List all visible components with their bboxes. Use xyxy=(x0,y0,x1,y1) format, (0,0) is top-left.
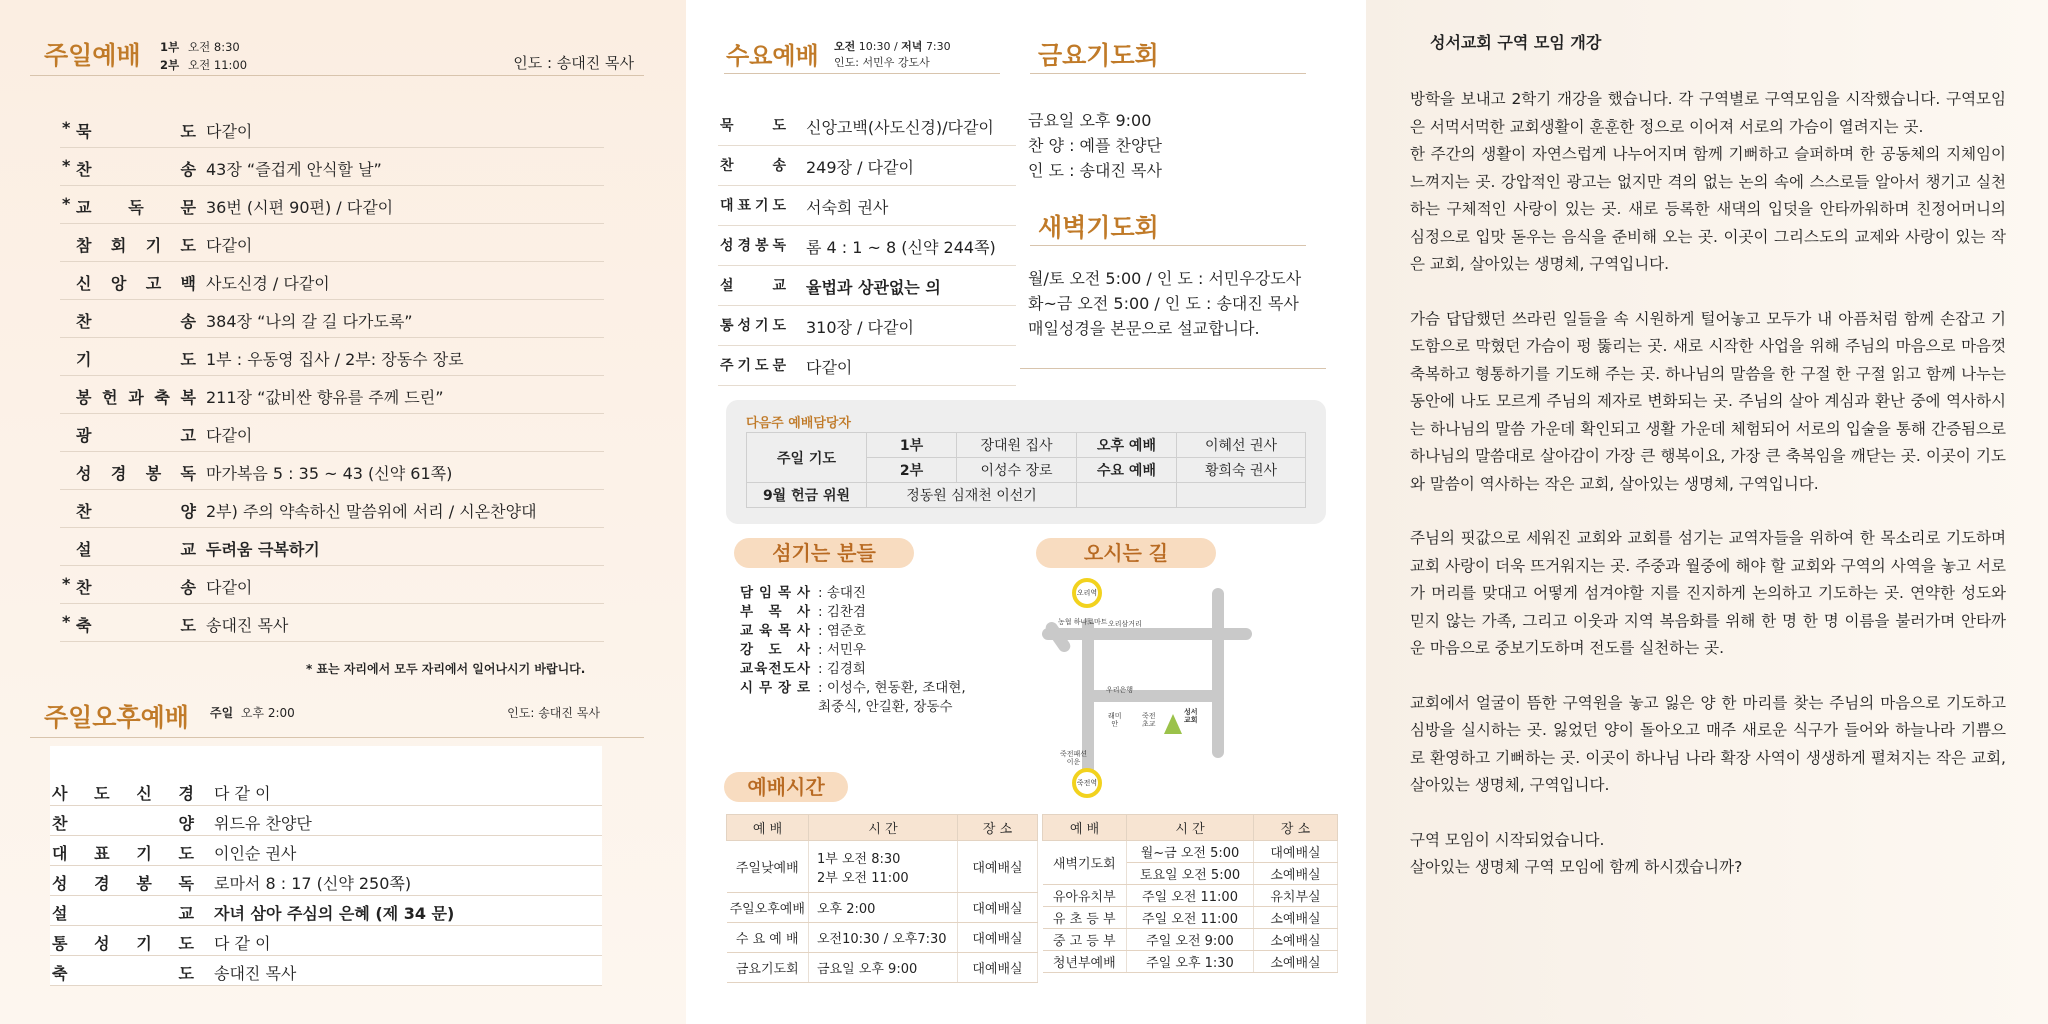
order-label xyxy=(720,115,786,135)
order-value: 로마서 8 : 17 (신약 250쪽) xyxy=(214,874,412,893)
order-label xyxy=(52,781,194,804)
label-char: 육 xyxy=(754,661,768,677)
woori-bank-label: 우리은행 xyxy=(1106,686,1134,694)
order-label xyxy=(76,537,196,560)
label-char: 사 xyxy=(796,661,810,677)
sunday-order-row xyxy=(60,262,604,300)
wednesday-order-row xyxy=(718,186,1016,226)
order-value: 이인순 권사 xyxy=(214,844,297,863)
order-label xyxy=(76,233,196,256)
standing-mark: * xyxy=(62,156,71,175)
label-char: 목 xyxy=(768,604,782,620)
church-tree-icon xyxy=(1164,714,1182,734)
afternoon-header xyxy=(30,694,644,738)
order-value: 위드유 찬양단 xyxy=(214,814,312,833)
servers-list xyxy=(740,584,966,717)
label-char: 앙 xyxy=(110,274,127,293)
label-char: 장 xyxy=(777,680,792,696)
order-label xyxy=(76,195,196,218)
sunday-order-row xyxy=(60,148,604,186)
sunday-order-row xyxy=(60,452,604,490)
label-char: 묵 xyxy=(720,118,734,134)
label-char: 표 xyxy=(94,844,110,863)
order-value: 다같이 xyxy=(206,122,253,141)
afternoon-order-row xyxy=(50,926,602,956)
schedule-row: 청년부예배 주일 오후 1:30 소예배실 xyxy=(1043,951,1338,973)
order-label xyxy=(76,385,196,408)
order-value: 자녀 삼아 주심의 은혜 (제 34 문) xyxy=(214,904,455,923)
schedule-row: 금요기도회 금요일 오후 9:00 대예배실 xyxy=(727,953,1038,983)
label-char: 기 xyxy=(136,844,152,863)
schedule-row: 유 초 등 부 주일 오전 11:00 소예배실 xyxy=(1043,907,1338,929)
standing-mark: * xyxy=(62,194,71,213)
schedule-table-left xyxy=(726,814,1038,983)
order-label xyxy=(76,461,196,484)
label-char: 목 xyxy=(777,623,792,639)
sunday-leader: 인도 : 송대진 목사 xyxy=(513,54,634,72)
label-char: 광 xyxy=(76,426,92,445)
servers-title: 섬기는 분들 xyxy=(734,538,914,568)
afternoon-blank-row xyxy=(50,746,602,776)
label-char: 교 xyxy=(772,278,786,294)
label-char: 기 xyxy=(145,236,162,255)
server-name: : 송대진 xyxy=(818,585,866,601)
label-char: 도 xyxy=(768,642,782,658)
order-label xyxy=(76,613,196,636)
order-value: 다같이 xyxy=(806,358,853,377)
server-role xyxy=(740,622,818,641)
server-name: : 서민우 xyxy=(818,642,866,658)
label-char: 대 xyxy=(52,844,68,863)
label-char: 송 xyxy=(180,578,196,597)
label-char: 문 xyxy=(180,198,196,217)
sunday-times: 1부 오전 8:30 2부 오전 11:00 xyxy=(160,40,248,72)
server-role xyxy=(740,641,818,660)
raemian-label: 래미 안 xyxy=(1108,712,1122,728)
standing-mark: * xyxy=(62,118,71,137)
schedule-row: 토요일 오전 5:00 소예배실 xyxy=(1043,863,1338,885)
order-value: 다 같 이 xyxy=(214,784,271,803)
label-char: 문 xyxy=(772,358,786,374)
label-char: 고 xyxy=(145,274,162,293)
order-label xyxy=(76,271,196,294)
label-char: 축 xyxy=(76,616,92,635)
order-label xyxy=(76,309,196,332)
label-char: 사 xyxy=(52,784,68,803)
server-name: : 염준호 xyxy=(818,623,866,639)
jukjeon-fashion-label: 죽전패션 이운 xyxy=(1060,750,1088,766)
label-char: 기 xyxy=(737,358,752,374)
order-label xyxy=(720,355,786,375)
server-role xyxy=(740,679,818,698)
label-char: 설 xyxy=(76,540,92,559)
label-char: 찬 xyxy=(720,158,734,174)
server-role xyxy=(740,603,818,622)
label-char: 육 xyxy=(758,623,773,639)
order-value: 36번 (시편 90편) / 다같이 xyxy=(206,198,394,217)
order-label xyxy=(76,499,196,522)
wednesday-title: 수요예배 xyxy=(726,42,819,70)
schedule-header-row: 예 배 시 간 장 소 xyxy=(727,815,1038,841)
label-char: 봉 xyxy=(145,464,162,483)
next-week-box xyxy=(726,400,1326,524)
label-char: 봉 xyxy=(136,874,152,893)
friday-title: 금요기도회 xyxy=(1038,41,1159,70)
label-char: 독 xyxy=(772,238,786,254)
article-body xyxy=(1394,86,2006,909)
label-char: 독 xyxy=(180,464,196,483)
label-char: 기 xyxy=(754,318,769,334)
afternoon-leader: 인도: 송대진 목사 xyxy=(507,706,600,720)
server-name: : 이성수, 현동환, 조대현, xyxy=(818,680,966,696)
sunday-order-row xyxy=(60,414,604,452)
sunday-order-row xyxy=(60,604,604,642)
map-road xyxy=(1082,618,1094,793)
sunday-order-row xyxy=(60,110,604,148)
server-row xyxy=(740,584,966,603)
church-label: 성서 교회 xyxy=(1184,708,1198,724)
wednesday-order-row xyxy=(718,306,1016,346)
label-char: 경 xyxy=(94,874,110,893)
label-char: 도 xyxy=(754,358,769,374)
afternoon-order-row xyxy=(50,806,602,836)
label-char: 백 xyxy=(180,274,196,293)
label-char: 성 xyxy=(737,318,752,334)
label-char: 표 xyxy=(737,198,752,214)
label-char: 사 xyxy=(796,604,810,620)
order-label xyxy=(720,235,786,255)
label-char: 사 xyxy=(796,585,810,601)
label-char: 도 xyxy=(94,784,110,803)
order-value: 마가복음 5 : 35 ~ 43 (신약 61쪽) xyxy=(206,464,453,483)
afternoon-order-row xyxy=(50,836,602,866)
order-value: 2부) 주의 약속하신 말씀위에 서리 / 시온찬양대 xyxy=(206,502,537,521)
label-char: 임 xyxy=(758,585,773,601)
order-label xyxy=(52,841,194,864)
label-char: 도 xyxy=(772,318,786,334)
label-char: 찬 xyxy=(76,312,92,331)
label-char: 통 xyxy=(52,934,68,953)
server-row xyxy=(740,660,966,679)
label-char: 도 xyxy=(180,350,196,369)
label-char: 목 xyxy=(777,585,792,601)
next-week-table: 주일 기도 1부 장대원 집사 오후 예배 이혜선 권사 2부 이성수 장로 수요 예배 황희숙 권사 9월 헌금 위원 정동원 심재천 이선기 xyxy=(746,432,1306,508)
label-char: 교 xyxy=(180,540,196,559)
schedule-row: 주일낮예배 1부 오전 8:30 2부 오전 11:00 대예배실 xyxy=(727,841,1038,893)
label-char: 설 xyxy=(720,278,734,294)
label-char: 기 xyxy=(76,350,92,369)
schedule-row: 주일오후예배 오후 2:00 대예배실 xyxy=(727,893,1038,923)
schedule-row: 중 고 등 부 주일 오전 9:00 소예배실 xyxy=(1043,929,1338,951)
label-char: 교 xyxy=(178,904,194,923)
nonghyup-label: 농협 하나로마트 xyxy=(1058,618,1108,626)
label-char: 성 xyxy=(720,238,734,254)
label-char: 축 xyxy=(154,388,170,407)
afternoon-time: 주일 오후 2:00 xyxy=(210,706,295,720)
sunday-title: 주일예배 xyxy=(44,41,141,70)
schedule-row: 수 요 예 배 오전10:30 / 오후7:30 대예배실 xyxy=(727,923,1038,953)
label-char: 성 xyxy=(52,874,68,893)
label-char: 묵 xyxy=(76,122,92,141)
label-char: 경 xyxy=(110,464,127,483)
order-label xyxy=(720,275,786,295)
order-value: 43장 “즐겁게 안식할 날” xyxy=(206,160,382,179)
label-char: 시 xyxy=(740,680,754,696)
label-char: 성 xyxy=(76,464,92,483)
schedule-title: 예배시간 xyxy=(724,772,848,802)
label-char: 독 xyxy=(178,874,194,893)
wednesday-header xyxy=(724,34,1000,74)
server-row xyxy=(740,622,966,641)
order-value: 다같이 xyxy=(206,236,253,255)
article-paragraph: 가슴 답답했던 쓰라린 일들을 속 시원하게 털어놓고 모두가 내 아픔처럼 함께 손잡고 기도함으로 막혔던 가슴이 펑 뚫리는 곳. 새로 시작한 사업을 위해 주님의 마음으로 마음껏 축복하고 형통하기를 기도해 주는 곳. 하나님의 말씀을 한 구절 한 구절 읽고 함께 나누는 동안에 나도 모르게 주님의 제자로 변화되는 곳. 주님의 살아 계심과 환난 중에 역사하시는 하나님의 말씀 가운데 확인되고 생활 가운데 체험되어 서로의 입술을 통해 간증됨으로 하나님의 말씀대로 살아감이 가장 큰 행복이요, 가장 큰 축복임을 깨닫는 곳. 이곳이 기도와 말씀이 역사하는 작은 교회, 살아있는 생명체, 구역입니다. xyxy=(1410,309,2006,493)
dawn-info: 월/토 오전 5:00 / 인 도 : 서민우강도사 화~금 오전 5:00 / 인 도 : 송대진 목사 매일성경을 본문으로 설교합니다. xyxy=(1028,269,1302,338)
order-value: 사도신경 / 다같이 xyxy=(206,274,330,293)
sunday-order-row xyxy=(60,224,604,262)
label-char: 주 xyxy=(720,358,734,374)
server-name: 최중식, 안길환, 장동수 xyxy=(818,699,953,715)
label-char: 헌 xyxy=(102,388,118,407)
label-char: 교 xyxy=(76,198,92,217)
label-char: 도 xyxy=(772,118,786,134)
directions-map xyxy=(1042,578,1252,798)
label-char: 회 xyxy=(110,236,127,255)
label-char: 기 xyxy=(754,198,769,214)
wednesday-order-row xyxy=(718,226,1016,266)
map-road xyxy=(1212,588,1224,758)
label-char: 통 xyxy=(720,318,734,334)
directions-title: 오시는 길 xyxy=(1036,538,1216,568)
label-char: 도 xyxy=(772,198,786,214)
server-role xyxy=(740,698,818,717)
sunday-order-row xyxy=(60,300,604,338)
order-value: 롬 4 : 1 ~ 8 (신약 244쪽) xyxy=(806,238,996,257)
order-label xyxy=(720,195,786,215)
label-char: 축 xyxy=(52,964,68,983)
label-char: 사 xyxy=(796,623,810,639)
label-char: 성 xyxy=(94,934,110,953)
order-label xyxy=(76,423,196,446)
ori-crossroad-label: 오리삼거리 xyxy=(1108,620,1142,628)
label-char: 전 xyxy=(768,661,782,677)
server-role xyxy=(740,660,818,679)
label-char: 도 xyxy=(178,964,194,983)
order-value: 신앙고백(사도신경)/다같이 xyxy=(806,118,994,137)
article-paragraph: 주님의 핏값으로 세워진 교회와 교회를 섬기는 교역자들을 위하여 한 목소리로 기도하며 교회 사랑이 더욱 뜨거워지는 곳. 주중과 월중에 해야 할 교회와 구역의 사역을 놓고 서로가 머리를 맞대고 어떻게 섬겨야할 지를 진지하게 논의하고 기도하는 곳. 연약한 성도와 믿지 않는 가족, 그리고 이웃과 지역 복음화를 위해 한 명 한 명 이름을 불러가며 안타까운 마음으로 중보기도하며 전도를 실천하는 곳. xyxy=(1410,529,2006,657)
article-title: 성서교회 구역 모임 개강 xyxy=(1430,33,1602,52)
afternoon-order-row xyxy=(50,956,602,986)
friday-header xyxy=(1030,32,1306,74)
label-char: 대 xyxy=(720,198,734,214)
order-value: 다 같 이 xyxy=(214,934,271,953)
wednesday-order-row xyxy=(718,346,1016,386)
orieo-station-marker: 오리역 xyxy=(1072,578,1102,608)
label-char: 교 xyxy=(740,623,754,639)
article-paragraph: 구역 모임이 시작되었습니다. 살아있는 생명체 구역 모임에 함께 하시겠습니까? xyxy=(1410,830,1743,876)
order-value: 249장 / 다같이 xyxy=(806,158,914,177)
order-value: 서숙희 권사 xyxy=(806,198,889,217)
server-row xyxy=(740,698,966,717)
order-value: 다같이 xyxy=(206,426,253,445)
order-value: 율법과 상관없는 의 xyxy=(806,278,941,297)
label-char: 신 xyxy=(76,274,92,293)
label-char: 찬 xyxy=(52,814,68,833)
label-char: 독 xyxy=(128,198,144,217)
label-char: 무 xyxy=(758,680,773,696)
label-char: 사 xyxy=(796,642,810,658)
afternoon-title: 주일오후예배 xyxy=(44,703,189,732)
label-char: 기 xyxy=(136,934,152,953)
server-name: : 김찬겸 xyxy=(818,604,866,620)
wednesday-order-row xyxy=(718,106,1016,146)
order-label xyxy=(52,961,194,984)
label-char: 도 xyxy=(180,616,196,635)
label-char: 도 xyxy=(180,122,196,141)
label-char: 담 xyxy=(740,585,754,601)
jukjeon-school-label: 죽전 초교 xyxy=(1142,712,1156,728)
dawn-header xyxy=(1030,204,1306,246)
sunday-order-row xyxy=(60,528,604,566)
label-char: 찬 xyxy=(76,578,92,597)
label-char: 경 xyxy=(737,238,752,254)
order-value: 310장 / 다같이 xyxy=(806,318,914,337)
standing-mark: * xyxy=(62,574,71,593)
standing-mark: * xyxy=(62,612,71,631)
label-char: 도 xyxy=(178,844,194,863)
friday-info: 금요일 오후 9:00 찬 양 : 예플 찬양단 인 도 : 송대진 목사 xyxy=(1028,111,1162,180)
sunday-order-row xyxy=(60,566,604,604)
label-char: 송 xyxy=(180,312,196,331)
order-label xyxy=(720,155,786,175)
order-label xyxy=(52,871,194,894)
sunday-order-row xyxy=(60,186,604,224)
jukjeon-station-marker: 죽전역 xyxy=(1072,768,1102,798)
standing-note: * 표는 자리에서 모두 자리에서 일어나시기 바랍니다. xyxy=(306,662,586,676)
label-char: 신 xyxy=(136,784,152,803)
sunday-order-row xyxy=(60,338,604,376)
order-value: 211장 “값비싼 향유를 주께 드린” xyxy=(206,388,444,407)
label-char: 양 xyxy=(180,502,196,521)
label-char: 도 xyxy=(782,661,796,677)
label-char: 찬 xyxy=(76,160,92,179)
server-row xyxy=(740,641,966,660)
server-row xyxy=(740,679,966,698)
order-value: 두려움 극복하기 xyxy=(206,540,320,559)
order-value: 송대진 목사 xyxy=(214,964,297,983)
label-char: 설 xyxy=(52,904,68,923)
order-label xyxy=(76,575,196,598)
server-name: : 김경희 xyxy=(818,661,866,677)
label-char: 부 xyxy=(740,604,754,620)
sunday-header xyxy=(30,32,644,76)
label-char: 송 xyxy=(180,160,196,179)
dawn-title: 새벽기도회 xyxy=(1038,213,1159,242)
order-label xyxy=(720,315,786,335)
order-value: 송대진 목사 xyxy=(206,616,289,635)
wednesday-order-list xyxy=(718,106,1016,386)
label-char: 강 xyxy=(740,642,754,658)
order-label xyxy=(52,901,194,924)
order-value: 다같이 xyxy=(206,578,253,597)
weekday-panel xyxy=(686,0,1366,1024)
order-label xyxy=(76,157,196,180)
sunday-order-row xyxy=(60,490,604,528)
label-char: 교 xyxy=(740,661,754,677)
schedule-table-right xyxy=(1042,814,1338,973)
article-panel xyxy=(1366,0,2048,1024)
label-char: 복 xyxy=(180,388,196,407)
schedule-row: 유아유치부 주일 오전 11:00 유치부실 xyxy=(1043,885,1338,907)
server-role xyxy=(740,584,818,603)
wednesday-order-row xyxy=(718,146,1016,186)
order-label xyxy=(76,119,196,142)
order-value: 1부 : 우동영 집사 / 2부: 장동수 장로 xyxy=(206,350,464,369)
schedule-header-row: 예 배 시 간 장 소 xyxy=(1043,815,1338,841)
order-label xyxy=(76,347,196,370)
next-week-title: 다음주 예배담당자 xyxy=(746,416,851,431)
label-char: 찬 xyxy=(76,502,92,521)
map-road xyxy=(1082,690,1224,702)
sunday-panel xyxy=(0,0,686,1024)
wednesday-times: 오전 10:30 / 저녁 7:30 인도: 서민우 강도사 xyxy=(834,40,951,69)
schedule-row: 새벽기도회 월~금 오전 5:00 대예배실 xyxy=(1043,841,1338,863)
label-char: 도 xyxy=(178,934,194,953)
label-char: 양 xyxy=(178,814,194,833)
afternoon-order-row xyxy=(50,776,602,806)
dawn-divider xyxy=(1020,368,1326,369)
sunday-order-list xyxy=(60,110,604,642)
label-char: 송 xyxy=(772,158,786,174)
order-label xyxy=(52,811,194,834)
article-paragraph: 교회에서 얼굴이 뜸한 구역원을 놓고 잃은 양 한 마리를 찾는 주님의 마음으로 기도하고 심방을 실시하는 곳. 잃었던 양이 돌아오고 매주 새로운 식구가 들어와 하늘나라 기쁨으로 환영하고 기뻐하는 곳. 이곳이 하나님 나라 확장 사역이 생생하게 펼쳐지는 작은 교회, 살아있는 생명체, 구역입니다. xyxy=(1410,693,2006,794)
label-char: 경 xyxy=(178,784,194,803)
afternoon-order-row xyxy=(50,896,602,926)
label-char: 봉 xyxy=(754,238,769,254)
article-paragraph: 방학을 보내고 2학기 개강을 했습니다. 각 구역별로 구역모임을 시작했습니다. 구역모임은 서먹서먹한 교회생활이 훈훈한 정으로 이어져 서로의 가슴이 열려지는 곳. 한 주간의 생활이 자연스럽게 나누어지며 함께 기뻐하고 슬퍼하며 한 공동체의 지체임이 느껴지는 곳. 강압적인 광고는 없지만 격의 없는 논의 속에 스스로들 알아서 챙기고 실천하는 구체적인 사랑이 있는 곳. 새로 등록한 새댁의 입덧을 안타까워하며 친정어머니의 심정으로 입맛 돋우는 음식을 준비해 오는 곳. 이곳이 그리스도의 교제와 사랑이 있는 작은 교회, 살아있는 생명체, 구역입니다. xyxy=(1410,90,2006,273)
afternoon-order-row xyxy=(50,866,602,896)
label-char: 고 xyxy=(180,426,196,445)
label-char: 도 xyxy=(180,236,196,255)
wednesday-order-row xyxy=(718,266,1016,306)
order-label xyxy=(52,931,194,954)
label-char: 과 xyxy=(128,388,144,407)
label-char: 봉 xyxy=(76,388,92,407)
order-value: 384장 “나의 갈 길 다가도록” xyxy=(206,312,413,331)
label-char: 참 xyxy=(76,236,92,255)
label-char: 로 xyxy=(796,680,810,696)
afternoon-order-list xyxy=(50,776,602,986)
server-row xyxy=(740,603,966,622)
sunday-order-row xyxy=(60,376,604,414)
